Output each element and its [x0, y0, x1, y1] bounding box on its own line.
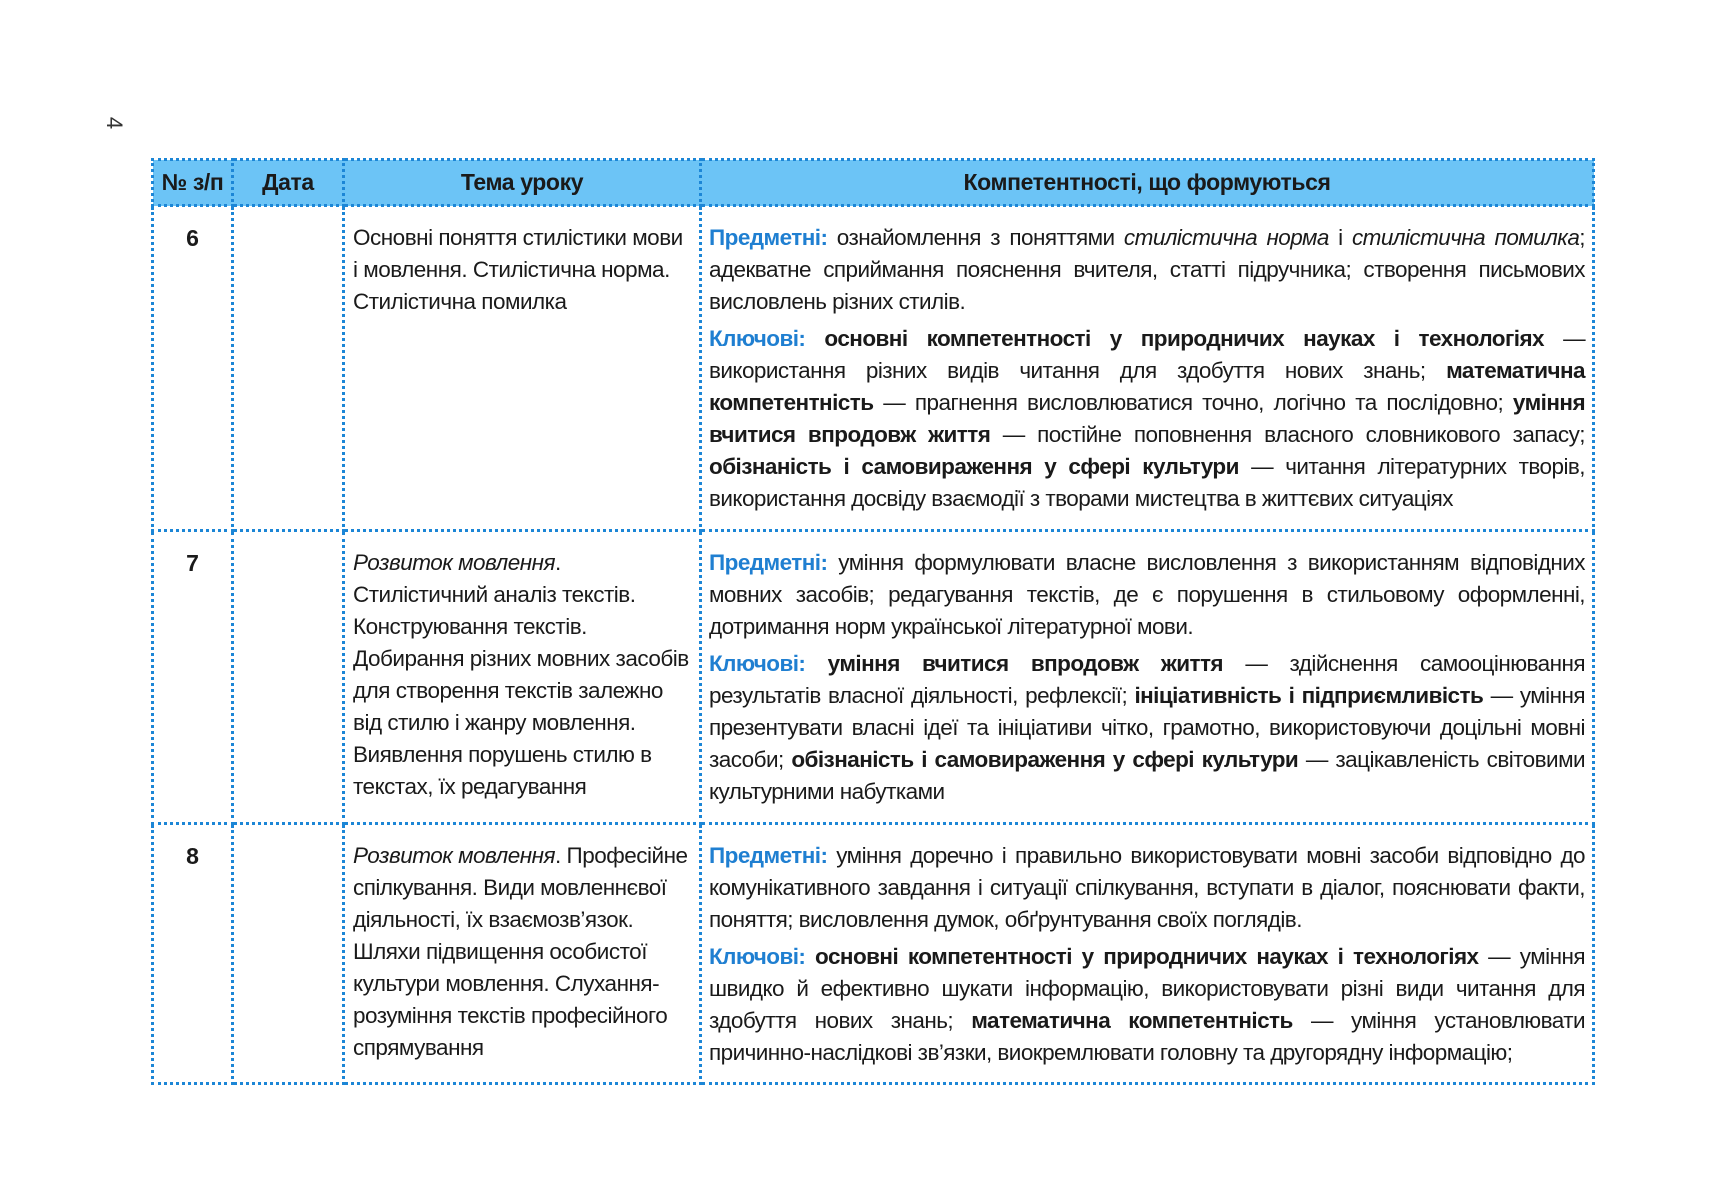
row-topic	[344, 206, 701, 531]
topic-text: Основні поняття стилістики мови і мовлення. Стилістична норма. Стилістична помилка	[353, 225, 683, 314]
topic-text: . Стилістичний аналіз текстів. Конструювання текстів. Добирання різних мовних засобів для створення текстів залежно від стилю і жанру мовлення. Виявлення порушень стилю в текстах, їх редагування	[353, 550, 689, 799]
row-competencies	[701, 824, 1594, 1084]
header-competencies: Компетентності, що формуються	[701, 160, 1594, 206]
row-number: 8	[153, 824, 233, 1084]
subject-label: Предметні:	[709, 843, 828, 868]
row-topic	[344, 531, 701, 824]
topic-text: . Професійне спілкування. Види мовленнєвої діяльності, їх взаємозв’язок. Шляхи підвищення особистої культури мовлення. Слухання-розуміння текстів професійного спрямування	[353, 843, 688, 1060]
row-topic	[344, 824, 701, 1084]
table-row	[153, 206, 1594, 531]
row-date	[233, 824, 344, 1084]
row-number: 6	[153, 206, 233, 531]
header-num: № з/п	[153, 160, 233, 206]
topic-italic: Розвиток мовлення	[353, 550, 556, 575]
page-number: 4	[102, 116, 128, 130]
row-number: 7	[153, 531, 233, 824]
header-date: Дата	[233, 160, 344, 206]
subject-competencies: Предметні: ознайомлення з поняттями стилістична норма і стилістична помилка; адекватне сприймання пояснення вчителя, статті підручника; створення письмових висловлень різних стилів.	[709, 225, 1585, 314]
subject-label: Предметні:	[709, 550, 828, 575]
table-row	[153, 531, 1594, 824]
header-topic: Тема уроку	[344, 160, 701, 206]
key-competencies: Ключові: основні компетентності у природничих науках і технологіях — уміння швидко й ефективно шукати інформацію, використовувати різні види читання для здобуття нових знань; математична компетентність — уміння установлювати причинно-наслідкові зв’язки, виокремлювати головну та другорядну інформацію;	[709, 944, 1586, 1065]
row-date	[233, 206, 344, 531]
key-competencies: Ключові: основні компетентності у природничих науках і технологіях — використання різних видів читання для здобуття нових знань; математична компетентність — прагнення висловлюватися точно, логічно та послідовно; уміння вчитися впродовж життя — постійне поповнення власного словникового запасу; обізнаність і самовираження у сфері культури — читання літературних творів, використання досвіду взаємодії з творами мистецтва в життєвих ситуаціях	[709, 326, 1586, 511]
key-label: Ключові:	[709, 944, 806, 969]
key-competencies: Ключові: уміння вчитися впродовж життя — здійснення самооцінювання результатів власної діяльності, рефлексії; ініціативність і підприємливість — уміння презентувати власні ідеї та ініціативи чітко, грамотно, використовуючи доцільні мовні засоби; обізнаність і самовираження у сфері культури — зацікавленість світовими культурними набутками	[709, 651, 1586, 804]
topic-italic: Розвиток мовлення	[353, 843, 556, 868]
subject-label: Предметні:	[709, 225, 828, 250]
table-header-row	[153, 160, 1594, 206]
subject-competencies: Предметні: уміння формулювати власне висловлення з використанням відповідних мовних засобів; редагування текстів, де є порушення в стильовому оформленні, дотримання норм української літературної мови.	[709, 550, 1585, 639]
row-competencies	[701, 206, 1594, 531]
lesson-plan-table	[151, 158, 1595, 1085]
key-label: Ключові:	[709, 326, 806, 351]
row-competencies	[701, 531, 1594, 824]
key-label: Ключові:	[709, 651, 806, 676]
row-date	[233, 531, 344, 824]
table-row	[153, 824, 1594, 1084]
subject-competencies: Предметні: уміння доречно і правильно використовувати мовні засоби відповідно до комунікативного завдання і ситуації спілкування, вступати в діалог, пояснювати факти, поняття; висловлення думок, обґрунтування своїх поглядів.	[709, 843, 1585, 932]
